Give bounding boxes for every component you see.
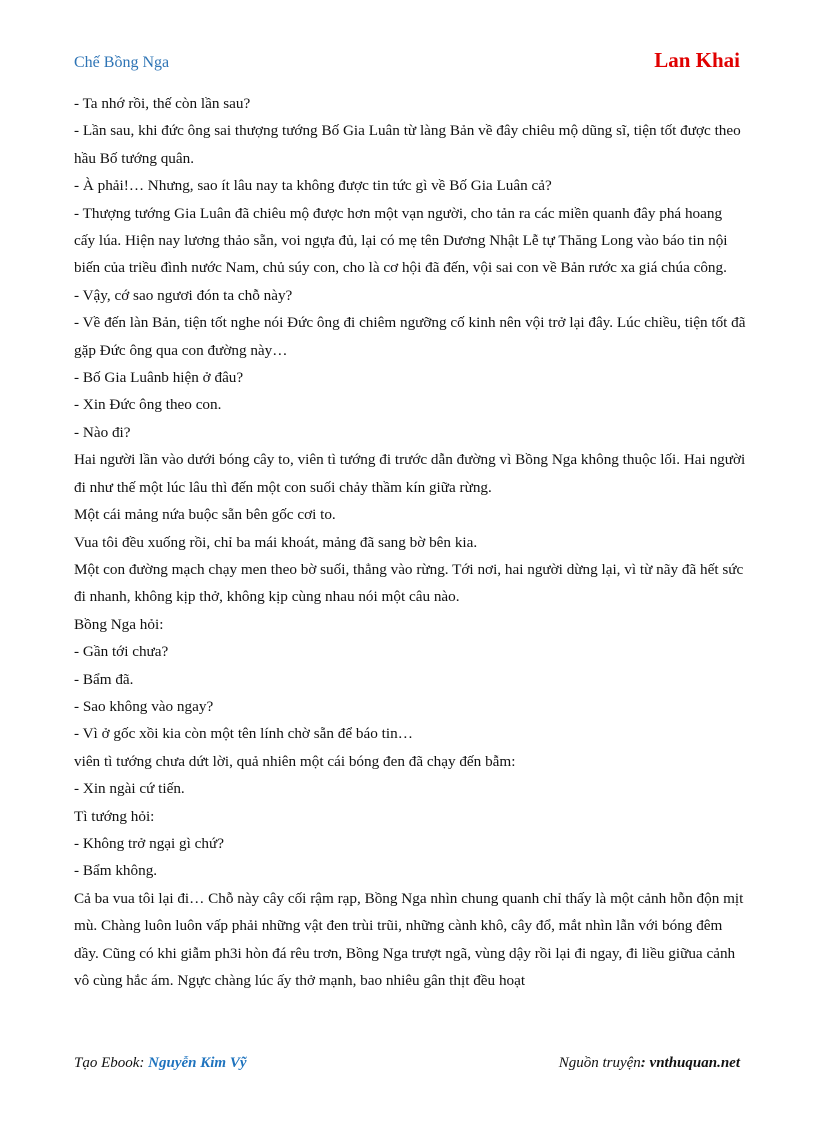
source-site: vnthuquan.net	[649, 1055, 740, 1071]
author-name: Lan Khai	[654, 48, 740, 72]
book-title: Chế Bồng Nga	[74, 54, 170, 71]
paragraph: Cả ba vua tôi lại đi… Chỗ này cây cối rậm rạp, Bồng Nga nhìn chung quanh chỉ thấy là một cảnh hỗn độn mịt mù. Chàng luôn luôn vấp phải những vật đen trùi trũi, những cành khô, cây đổ, mắt nhìn lẫn với bóng đêm dầy. Cũng có khi giẫm ph3i hòn đá rêu trơn, Bồng Nga trượt ngã, vùng dậy rồi lại đi ngay, đi liều giữua cảnh vô cùng hắc ám. Ngực chàng lúc ấy thở mạnh, bao nhiêu gân thịt đều hoạt	[74, 889, 744, 989]
paragraph: - Không trở ngại gì chứ?	[74, 834, 224, 852]
paragraph: - Bẩm không.	[74, 862, 158, 880]
paragraph: - À phải!… Nhưng, sao ít lâu nay ta không được tin tức gì về Bố Gia Luân cả?	[74, 177, 552, 195]
paragraph: - Nào đi?	[74, 423, 131, 441]
paragraph: Một con đường mạch chạy men theo bờ suối, thẳng vào rừng. Tới nơi, hai người dừng lại, vì từ nãy đã hết sức đi nhanh, không kịp thở, không kịp cùng nhau nói một câu nào.	[74, 560, 744, 606]
paragraph: - Lần sau, khi đức ông sai thượng tướng Bố Gia Luân từ làng Bản về đây chiêu mộ dũng sĩ, tiện tốt được theo hầu Bố tướng quân.	[74, 122, 741, 167]
paragraph: Vua tôi đều xuống rồi, chỉ ba mái khoát, mảng đã sang bờ bên kia.	[74, 533, 478, 551]
paragraph: - Xin Đức ông theo con.	[74, 396, 222, 414]
paragraph: - Vì ở gốc xồi kia còn một tên lính chờ sẵn để báo tin…	[74, 725, 413, 743]
paragraph: Hai người lần vào dưới bóng cây to, viên tì tướng đi trước dẫn đường vì Bồng Nga không thuộc lối. Hai người đi như thế một lúc lâu thì đến một con suối chảy thầm kín giữa rừng.	[74, 451, 746, 496]
source-credit: Nguồn truyện: vnthuquan.net	[558, 1055, 740, 1071]
page-footer	[74, 1055, 740, 1079]
page-header	[74, 48, 740, 78]
paragraph: viên tì tướng chưa dứt lời, quả nhiên một cái bóng đen đã chạy đến bẫm:	[74, 752, 516, 770]
paragraph: - Vậy, cớ sao ngươi đón ta chỗ này?	[74, 286, 293, 304]
body-text	[74, 90, 746, 994]
paragraph: Một cái mảng nứa buộc sẵn bên gốc cơi to.	[74, 506, 336, 524]
paragraph: - Bố Gia Luânb hiện ở đâu?	[74, 369, 244, 387]
ebook-creator: Nguyễn Kim Vỹ	[148, 1055, 247, 1071]
paragraph: - Về đến làn Bản, tiện tốt nghe nói Đức ông đi chiêm ngưỡng cố kinh nên vội trở lại đây. Lúc chiều, tiện tốt đã gặp Đức ông qua con đường này…	[74, 314, 746, 359]
paragraph: - Ta nhớ rồi, thế còn lần sau?	[74, 95, 251, 112]
paragraph: Bồng Nga hỏi:	[74, 615, 164, 633]
ebook-label: Tạo Ebook	[74, 1055, 140, 1071]
ebook-credit: Tạo Ebook: Nguyễn Kim Vỹ	[74, 1055, 247, 1071]
paragraph: - Thượng tướng Gia Luân đã chiêu mộ được hơn một vạn người, cho tản ra các miền quanh đây phá hoang cấy lúa. Hiện nay lương thảo sẵn, voi ngựa đủ, lại có mẹ tên Dương Nhật Lễ tự Thăng Long vào báo tin nội biến của triều đình nước Nam, chủ súy con, cho là cơ hội đã đến, vội sai con về Bản rước xa giá chúa công.	[74, 204, 728, 277]
paragraph: - Bẩm đã.	[74, 670, 134, 688]
paragraph: - Sao không vào ngay?	[74, 697, 214, 715]
paragraph: - Gần tới chưa?	[74, 643, 169, 661]
source-label: Nguồn truyện	[558, 1055, 641, 1071]
paragraph: Tì tướng hỏi:	[74, 807, 155, 825]
paragraph: - Xin ngài cứ tiến.	[74, 780, 185, 798]
